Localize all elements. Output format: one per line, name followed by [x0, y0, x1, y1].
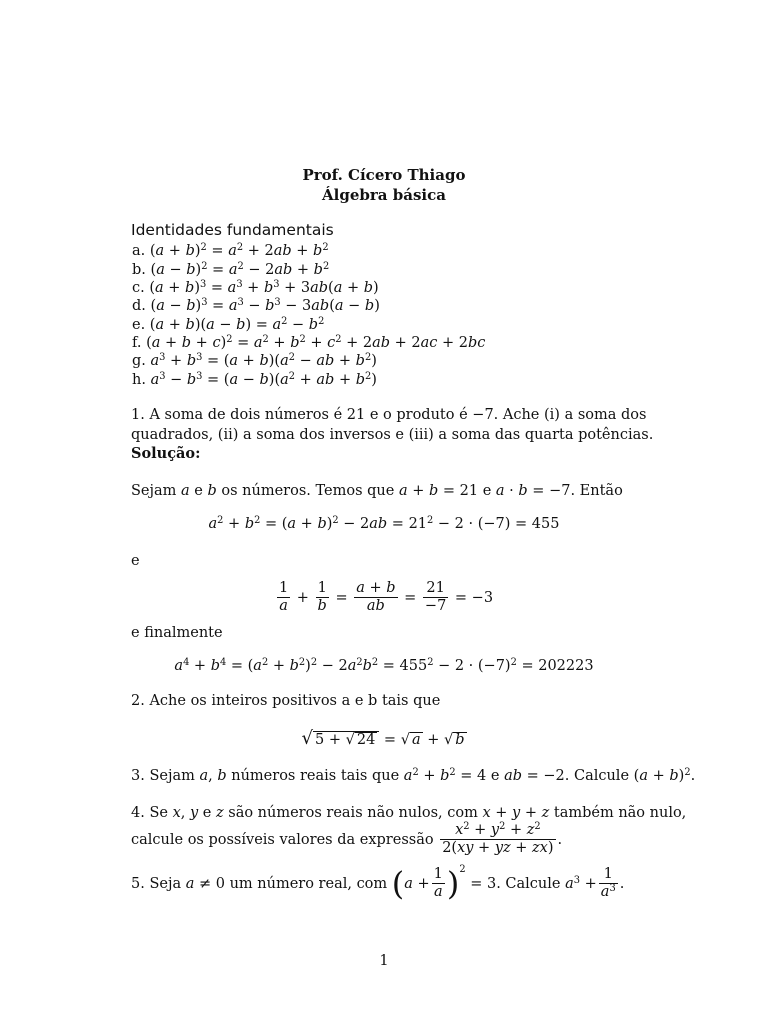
problem-5-part: 5. Seja [131, 875, 186, 892]
eq2-result: −3 [471, 589, 494, 606]
problem-1-line-2: quadrados, (ii) a soma dos inversos e (iii) a soma das quarta potências. [131, 427, 654, 443]
problem-4-line-1: 4. Se x, y e z são números reais não nulos, com x + y + z também não nulo, [131, 805, 687, 821]
identity-label: c. [132, 280, 145, 296]
identity-label: a. [132, 243, 146, 259]
problem-5-part: um número real, com [224, 875, 392, 892]
identity-label: b. [132, 262, 146, 278]
identities-heading: Identidades fundamentais [131, 221, 334, 239]
solution-label: Solução: [131, 445, 201, 462]
problem-4-part: são números reais não nulos, com [223, 805, 483, 821]
identity-a: a. $(a + b)^2 = a^2 + 2ab + b^2$ [132, 242, 329, 259]
identity-c: c. $(a + b)^3 = a^3 + b^3 + 3ab(a + b)$ [132, 279, 379, 296]
identity-h: h. $a^3 - b^3 = (a - b)(a^2$ + ab + $b^2$) [132, 371, 377, 388]
eq3-result: 202223 [538, 658, 594, 674]
problem-4-part: calcule os possíveis valores da expressão [131, 831, 434, 848]
identity-label: f. [132, 335, 142, 351]
identity-e: e. $(a + b)(a - b) = a^2 - b^2$ [132, 316, 325, 333]
page-number: 1 [379, 953, 389, 969]
identity-label: g. [132, 353, 146, 369]
identity-label: h. [132, 372, 146, 388]
identity-label: e. [132, 317, 146, 333]
identity-d: d. $(a - b)^3 = a^3 - b^3 - 3ab(a - b)$ [132, 297, 380, 314]
problem-4-part: também não nulo, [549, 805, 687, 821]
problem-3-part: . Calcule [564, 768, 634, 784]
intro-text: . Então [570, 483, 623, 499]
problem-5-text: 5. Seja a ≠ 0 um número real, com (a + $\frac{1}{a}$ )$^2$ = 3. Calcule $a^3$ + $\frac{1}{a^3}$ . [131, 864, 625, 903]
finally-text: e finalmente [131, 625, 223, 641]
problem-4-line-2: calcule os possíveis valores da expressão $\frac{x^2 + y^2 + z^2}{2(xy + yz + zx)}$ . [131, 821, 563, 857]
eq1-result: 455 [531, 516, 560, 532]
problem-1-line-1: 1. A soma de dois números é 21 e o produto é −7. Ache (i) a soma dos [131, 407, 647, 423]
intro-text: Sejam [131, 483, 182, 499]
equation-sum-of-inverses: $\frac{1}{a}$ + $\frac{1}{b}$ = $\frac{a + b}{ab}$ = $\frac{21}{-7}$ = −3 [278, 580, 494, 615]
equation-sum-of-fourth-powers: $a^4 + b^4 = (a^2 + b^2)^2 - 2a^2b^2 = 455^2 - 2 \cdot (-7)^2 = 202223$ [174, 657, 594, 674]
problem-4-part: 4. Se [131, 805, 173, 821]
author-title: Prof. Cícero Thiago [302, 166, 466, 184]
identity-label: d. [132, 298, 146, 314]
equation-sum-of-squares: $a^2 + b^2 = (a + b)^2 - 2ab = 21^2 - 2 \cdot (-7) = 455$ [208, 515, 560, 532]
problem-3-text: 3. Sejam a, b números reais tais que $a^2 + b^2 = 4$ e ab = −2. Calcule $(a + b)^2$. [131, 767, 696, 784]
identity-f: f. $(a + b + c)^2 = a^2 + b^2 + c^2 + 2ab + 2ac + 2bc$ [132, 334, 486, 351]
problem-3-part: números reais tais que [226, 768, 404, 784]
intro-text: os números. Temos que [216, 483, 399, 499]
problem-3-part: 3. Sejam [131, 768, 200, 784]
solution-intro: Sejam a e b os números. Temos que a + b = 21 e a · b = −7. Então [131, 483, 623, 499]
identity-g: g. $a^3 + b^3 = (a + b)(a^2$ − ab + $b^2$) [132, 352, 377, 369]
identity-b: b. $(a - b)^2 = a^2 - 2ab + b^2$ [132, 261, 330, 278]
problem-5-part: . Calcule [496, 875, 566, 892]
and-word: e [131, 553, 140, 569]
problem-2-text: 2. Ache os inteiros positivos a e b tais que [131, 693, 441, 709]
subject-title: Álgebra básica [322, 186, 446, 204]
equation-nested-radical: √ 5 + √ 24 = √ a + √ b [301, 728, 465, 749]
